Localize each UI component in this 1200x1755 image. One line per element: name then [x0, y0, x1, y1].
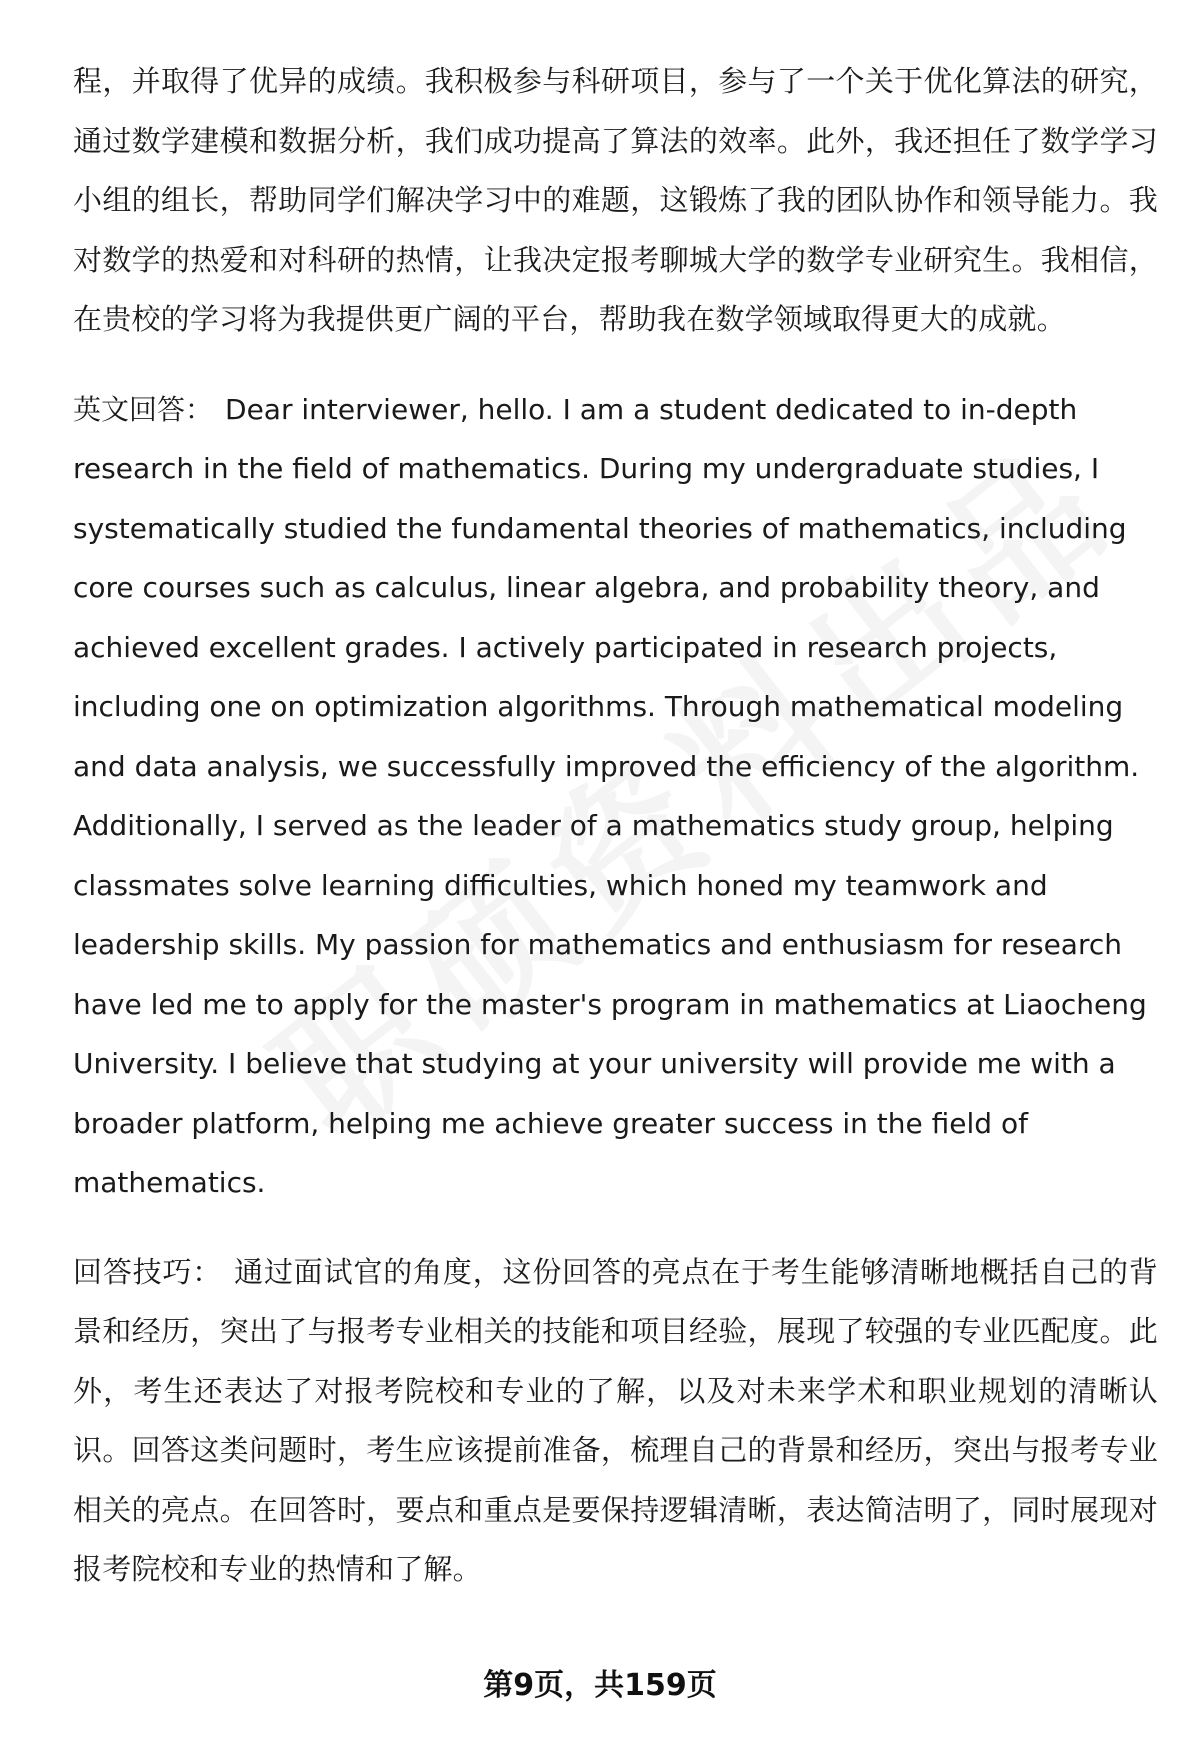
paragraph-spacer — [73, 1213, 1158, 1243]
answer-tips-text: 通过面试官的角度，这份回答的亮点在于考生能够清晰地概括自己的背景和经历，突出了与报考专业相关的技能和项目经验，展现了较强的专业匹配度。此外，考生还表达了对报考院校和专业的了解，以及对未来学术和职业规划的清晰认识。回答这类问题时，考生应该提前准备，梳理自己的背景和经历，突出与报考专业相关的亮点。在回答时，要点和重点是要保持逻辑清晰，表达简洁明了，同时展现对报考院校和专业的热情和了解。 — [73, 1254, 1158, 1586]
answer-tips-paragraph — [73, 1243, 1158, 1600]
english-answer-label: 英文回答： — [73, 392, 214, 426]
paragraph-spacer — [73, 350, 1158, 380]
chinese-paragraph-continued: 程，并取得了优异的成绩。我积极参与科研项目，参与了一个关于优化算法的研究，通过数学建模和数据分析，我们成功提高了算法的效率。此外，我还担任了数学学习小组的组长，帮助同学们解决学习中的难题，这锻炼了我的团队协作和领导能力。我对数学的热爱和对科研的热情，让我决定报考聊城大学的数学专业研究生。我相信，在贵校的学习将为我提供更广阔的平台，帮助我在数学领域取得更大的成就。 — [73, 64, 1158, 336]
page-content — [73, 52, 1158, 1600]
page-number-footer: 第9页，共159页 — [483, 1668, 717, 1703]
english-answer-paragraph — [73, 380, 1158, 1213]
answer-tips-label: 回答技巧： — [73, 1254, 223, 1289]
english-answer-text: Dear interviewer, hello. I am a student dedicated to in-depth research in the field of mathematics. During my undergraduate studies, I systematically studied the fundamental theories of mathematics, including core courses such as calculus, linear algebra, and probability theory, and achieved excellent grades. I actively participated in research projects, including one on optimization algorithms. Through mathematical modeling and data analysis, we successfully improved the efficiency of the algorithm. Additionally, I served as the leader of a mathematics study group, helping classmates solve learning difficulties, which honed my teamwork and leadership skills. My passion for mathematics and enthusiasm for research have led me to apply for the master's program in mathematics at Liaocheng University. I believe that studying at your university will provide me with a broader platform, helping me achieve greater success in the field of mathematics. — [73, 392, 1147, 1199]
